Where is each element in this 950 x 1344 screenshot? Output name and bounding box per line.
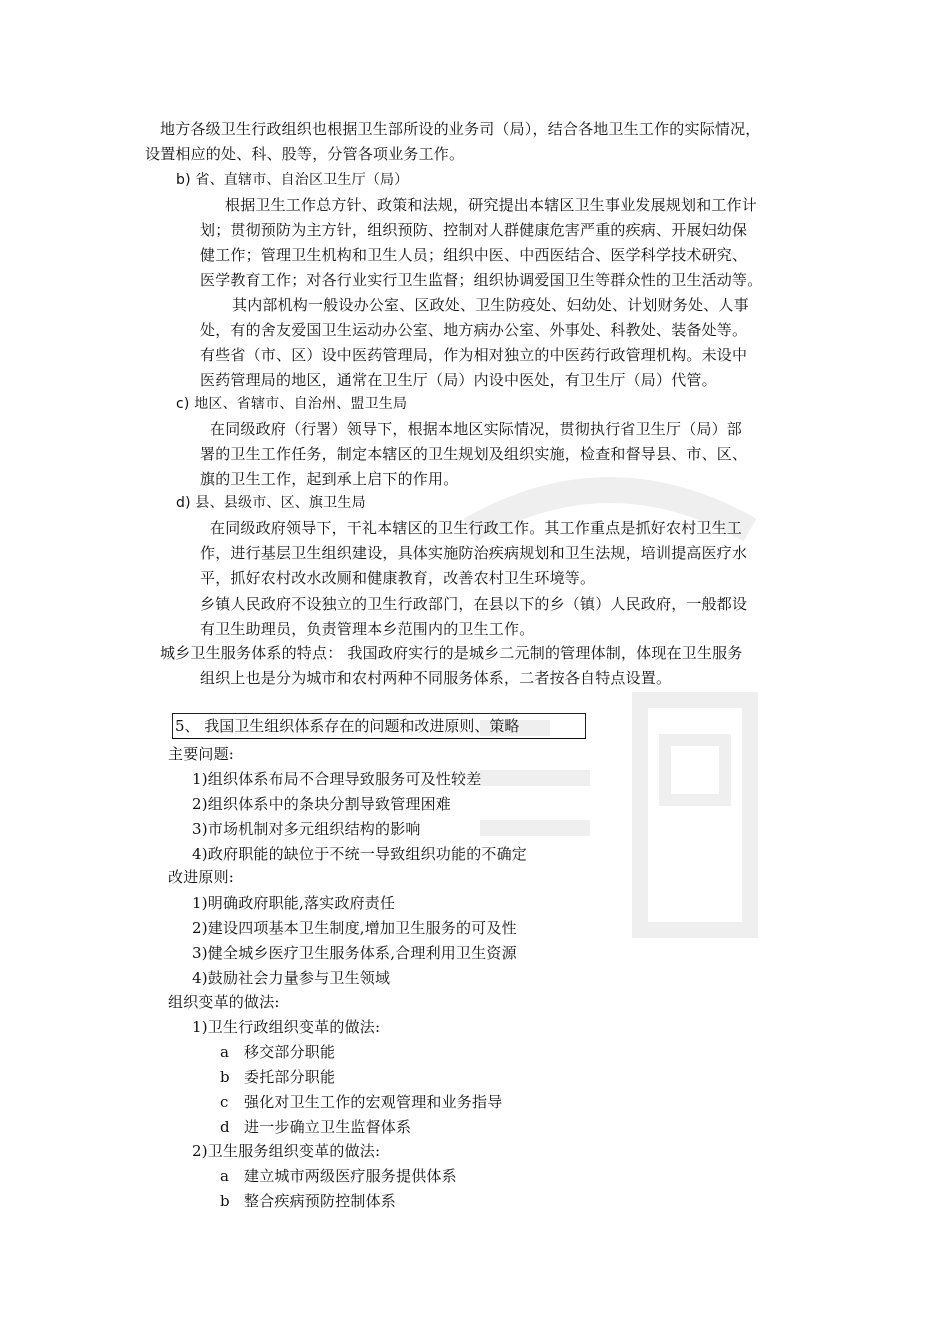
- problem-item-2: 2)组织体系中的条块分割导致管理困难: [192, 795, 451, 813]
- urban-rural-line-2: 组织上也是分为城市和农村两种不同服务体系，二者按各自特点设置。: [200, 669, 672, 687]
- admin-reform-letter-d: d: [220, 1118, 230, 1136]
- section-b-para2-line-1: 其内部机构一般设办公室、区政处、卫生防疫处、妇幼处、计划财务处、人事: [232, 296, 749, 314]
- urban-rural-line-1: 城乡卫生服务体系的特点： 我国政府实行的是城乡二元制的管理体制，体现在卫生服务: [160, 644, 743, 662]
- section5-title-box: [172, 713, 586, 739]
- section-c-line-3: 旗的卫生工作，起到承上启下的作用。: [200, 470, 459, 488]
- principles-label: 改进原则:: [168, 868, 235, 886]
- section-c-line-2: 署的卫生工作任务，制定本辖区的卫生规划及组织实施，检查和督导县、市、区、: [200, 445, 748, 463]
- section-b-para1-line-4: 医学教育工作；对各行业实行卫生监督；组织协调爱国卫生等群众性的卫生活动等。: [200, 271, 763, 289]
- problem-item-3: 3)市场机制对多元组织结构的影响: [192, 820, 421, 838]
- section-d-para2-line-1: 乡镇人民政府不设独立的卫生行政部门，在县以下的乡（镇）人民政府，一般都设: [200, 595, 748, 613]
- admin-reform-text-a: 移交部分职能: [244, 1043, 336, 1061]
- section-d-para1-line-2: 作，进行基层卫生组织建设，具体实施防治疾病规划和卫生法规，培训提高医疗水: [200, 544, 748, 562]
- section-b-para1-line-3: 健工作；管理卫生机构和卫生人员；组织中医、中西医结合、医学科学技术研究、: [200, 246, 748, 264]
- intro-line-2: 设置相应的处、科、股等，分管各项业务工作。: [145, 145, 465, 163]
- admin-reform-letter-a: a: [220, 1043, 230, 1061]
- reform-label: 组织变革的做法:: [168, 993, 280, 1011]
- admin-reform-letter-b: b: [220, 1068, 230, 1086]
- section-b-para1-line-1: 根据卫生工作总方针、政策和法规，研究提出本辖区卫生事业发展规划和工作计: [225, 196, 758, 214]
- section-d-para1-line-1: 在同级政府领导下，干礼本辖区的卫生行政工作。其工作重点是抓好农村卫生工: [210, 519, 743, 537]
- admin-reform-label: 1)卫生行政组织变革的做法:: [192, 1018, 381, 1036]
- service-reform-letter-b: b: [220, 1192, 230, 1210]
- section-b-para2-line-4: 医药管理局的地区，通常在卫生厅（局）内设中医处，有卫生厅（局）代管。: [200, 371, 717, 389]
- section-b-para2-line-3: 有些省（市、区）设中医药管理局，作为相对独立的中医药行政管理机构。未设中: [200, 346, 748, 364]
- intro-line-1: 地方各级卫生行政组织也根据卫生部所设的业务司（局），结合各地卫生工作的实际情况，: [160, 120, 761, 138]
- section-b-para2-line-2: 处，有的舍友爱国卫生运动办公室、地方病办公室、外事处、科教处、装备处等。: [200, 321, 748, 339]
- problems-label: 主要问题:: [168, 745, 235, 763]
- problem-item-4: 4)政府职能的缺位于不统一导致组织功能的不确定: [192, 845, 527, 863]
- section5-title: 5、 我国卫生组织体系存在的问题和改进原则、策略: [175, 717, 520, 735]
- section-b-para1-line-2: 划；贯彻预防为主方针，组织预防、控制对人群健康危害严重的疾病、开展妇幼保: [200, 221, 748, 239]
- principle-item-2: 2)建设四项基本卫生制度,增加卫生服务的可及性: [192, 919, 517, 937]
- admin-reform-text-c: 强化对卫生工作的宏观管理和业务指导: [244, 1093, 503, 1111]
- section-d-para2-line-2: 有卫生助理员，负责管理本乡范围内的卫生工作。: [200, 620, 535, 638]
- admin-reform-text-d: 进一步确立卫生监督体系: [244, 1118, 412, 1136]
- admin-reform-letter-c: c: [220, 1093, 229, 1111]
- section-d-para1-line-3: 平，抓好农村改水改厕和健康教育，改善农村卫生环境等。: [200, 569, 596, 587]
- section-c-heading: c) 地区、省辖市、自治州、盟卫生局: [176, 396, 408, 412]
- principle-item-1: 1)明确政府职能,落实政府责任: [192, 894, 396, 912]
- service-reform-text-a: 建立城市两级医疗服务提供体系: [244, 1167, 457, 1185]
- section-b-heading: b) 省、直辖市、自治区卫生厅（局）: [176, 172, 409, 188]
- problem-item-1: 1)组织体系布局不合理导致服务可及性较差: [192, 770, 482, 788]
- service-reform-label: 2)卫生服务组织变革的做法:: [192, 1142, 381, 1160]
- service-reform-letter-a: a: [220, 1167, 230, 1185]
- principle-item-4: 4)鼓励社会力量参与卫生领域: [192, 969, 391, 987]
- section-c-line-1: 在同级政府（行署）领导下，根据本地区实际情况，贯彻执行省卫生厅（局）部: [210, 420, 743, 438]
- principle-item-3: 3)健全城乡医疗卫生服务体系,合理利用卫生资源: [192, 944, 517, 962]
- service-reform-text-b: 整合疾病预防控制体系: [244, 1192, 397, 1210]
- admin-reform-text-b: 委托部分职能: [244, 1068, 336, 1086]
- section-d-heading: d) 县、县级市、区、旗卫生局: [176, 495, 366, 511]
